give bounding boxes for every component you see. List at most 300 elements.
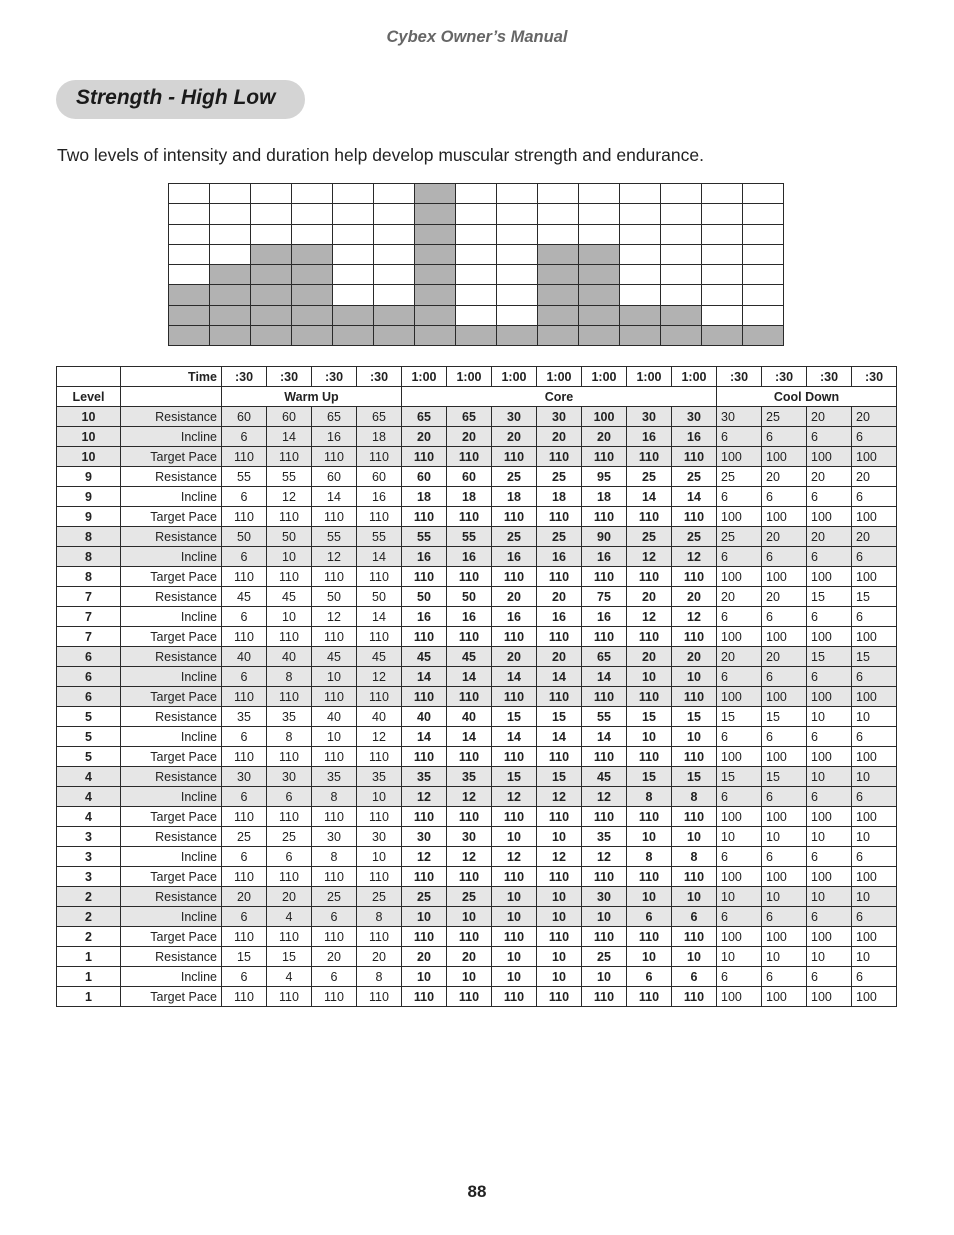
value-cell: 110	[447, 567, 492, 587]
value-cell: 10	[492, 947, 537, 967]
value-cell: 6	[717, 487, 762, 507]
param-cell: Incline	[121, 667, 222, 687]
section-title-pill	[56, 80, 305, 119]
value-cell: 110	[267, 867, 312, 887]
value-cell: 45	[582, 767, 627, 787]
level-cell: 1	[57, 967, 121, 987]
value-cell: 110	[447, 627, 492, 647]
profile-cell	[702, 225, 743, 245]
value-cell: 14	[267, 427, 312, 447]
phase-core: Core	[402, 387, 717, 407]
profile-cell	[210, 285, 251, 305]
value-cell: 10	[402, 967, 447, 987]
profile-cell	[538, 245, 579, 265]
value-cell: 6	[807, 787, 852, 807]
table-row	[57, 847, 897, 867]
value-cell: 110	[537, 567, 582, 587]
table-row	[57, 607, 897, 627]
level-cell: 6	[57, 647, 121, 667]
table-row	[57, 947, 897, 967]
value-cell: 100	[717, 927, 762, 947]
value-cell: 90	[582, 527, 627, 547]
value-cell: 40	[447, 707, 492, 727]
profile-cell	[415, 204, 456, 224]
value-cell: 6	[762, 907, 807, 927]
profile-cell	[579, 225, 620, 245]
value-cell: 14	[357, 607, 402, 627]
value-cell: 40	[267, 647, 312, 667]
level-cell: 6	[57, 687, 121, 707]
value-cell: 45	[222, 587, 267, 607]
profile-cell	[743, 245, 784, 265]
value-cell: 100	[717, 987, 762, 1007]
value-cell: 110	[627, 927, 672, 947]
value-cell: 110	[402, 507, 447, 527]
value-cell: 12	[492, 787, 537, 807]
value-cell: 16	[537, 547, 582, 567]
value-cell: 6	[717, 727, 762, 747]
value-cell: 18	[537, 487, 582, 507]
table-row	[57, 467, 897, 487]
value-cell: 35	[222, 707, 267, 727]
value-cell: 100	[852, 507, 897, 527]
value-cell: 110	[267, 567, 312, 587]
value-cell: 6	[222, 487, 267, 507]
value-cell: 110	[582, 747, 627, 767]
value-cell: 110	[222, 927, 267, 947]
profile-cell	[415, 245, 456, 265]
value-cell: 35	[447, 767, 492, 787]
value-cell: 25	[312, 887, 357, 907]
phase-cool-down: Cool Down	[717, 387, 897, 407]
profile-cell	[333, 306, 374, 326]
profile-cell	[620, 285, 661, 305]
value-cell: 110	[357, 447, 402, 467]
level-cell: 7	[57, 587, 121, 607]
value-cell: 60	[267, 407, 312, 427]
level-cell: 8	[57, 527, 121, 547]
value-cell: 110	[402, 447, 447, 467]
table-row	[57, 527, 897, 547]
table-row	[57, 907, 897, 927]
value-cell: 110	[312, 747, 357, 767]
profile-cell	[661, 225, 702, 245]
value-cell: 10	[537, 947, 582, 967]
value-cell: 12	[402, 847, 447, 867]
value-cell: 6	[852, 667, 897, 687]
value-cell: 110	[447, 927, 492, 947]
level-cell: 10	[57, 447, 121, 467]
value-cell: 8	[672, 787, 717, 807]
value-cell: 35	[582, 827, 627, 847]
value-cell: 10	[537, 827, 582, 847]
value-cell: 100	[852, 687, 897, 707]
value-cell: 15	[762, 767, 807, 787]
value-cell: 100	[762, 747, 807, 767]
value-cell: 10	[582, 967, 627, 987]
table-row	[57, 967, 897, 987]
value-cell: 6	[222, 427, 267, 447]
level-cell: 5	[57, 747, 121, 767]
profile-cell	[251, 326, 292, 346]
profile-cell	[702, 285, 743, 305]
value-cell: 110	[537, 807, 582, 827]
value-cell: 100	[807, 867, 852, 887]
value-cell: 8	[627, 847, 672, 867]
value-cell: 110	[267, 507, 312, 527]
value-cell: 6	[807, 847, 852, 867]
time-cell: :30	[357, 367, 402, 387]
value-cell: 110	[672, 447, 717, 467]
value-cell: 110	[312, 687, 357, 707]
value-cell: 16	[537, 607, 582, 627]
value-cell: 14	[357, 547, 402, 567]
param-cell: Target Pace	[121, 987, 222, 1007]
value-cell: 12	[537, 787, 582, 807]
profile-cell	[374, 285, 415, 305]
profile-cell	[292, 204, 333, 224]
param-cell: Target Pace	[121, 567, 222, 587]
value-cell: 110	[267, 987, 312, 1007]
value-cell: 100	[717, 507, 762, 527]
profile-cell	[415, 184, 456, 204]
value-cell: 15	[267, 947, 312, 967]
value-cell: 6	[717, 967, 762, 987]
profile-cell	[538, 265, 579, 285]
value-cell: 65	[357, 407, 402, 427]
value-cell: 110	[357, 987, 402, 1007]
value-cell: 6	[717, 667, 762, 687]
value-cell: 110	[312, 567, 357, 587]
value-cell: 110	[537, 447, 582, 467]
intensity-profile-grid	[168, 183, 784, 346]
manual-header: Cybex Owner’s Manual	[386, 28, 568, 46]
value-cell: 100	[762, 567, 807, 587]
value-cell: 12	[537, 847, 582, 867]
profile-cell	[538, 285, 579, 305]
value-cell: 8	[357, 907, 402, 927]
profile-cell	[497, 265, 538, 285]
level-cell: 8	[57, 547, 121, 567]
value-cell: 6	[672, 967, 717, 987]
value-cell: 10	[267, 607, 312, 627]
value-cell: 110	[492, 987, 537, 1007]
value-cell: 55	[582, 707, 627, 727]
value-cell: 20	[852, 467, 897, 487]
profile-cell	[374, 265, 415, 285]
value-cell: 110	[222, 747, 267, 767]
table-row	[57, 767, 897, 787]
value-cell: 6	[312, 967, 357, 987]
value-cell: 110	[627, 987, 672, 1007]
profile-cell	[497, 245, 538, 265]
value-cell: 50	[222, 527, 267, 547]
value-cell: 6	[762, 487, 807, 507]
value-cell: 110	[402, 687, 447, 707]
value-cell: 6	[222, 727, 267, 747]
value-cell: 10	[627, 667, 672, 687]
value-cell: 6	[807, 607, 852, 627]
profile-cell	[620, 306, 661, 326]
value-cell: 110	[672, 807, 717, 827]
profile-cell	[497, 326, 538, 346]
phase-header-row	[57, 387, 897, 407]
profile-cell	[169, 265, 210, 285]
value-cell: 10	[852, 887, 897, 907]
value-cell: 15	[852, 647, 897, 667]
profile-cell	[292, 184, 333, 204]
value-cell: 10	[447, 967, 492, 987]
level-cell: 9	[57, 467, 121, 487]
value-cell: 45	[312, 647, 357, 667]
value-cell: 110	[357, 627, 402, 647]
intro-text: Two levels of intensity and duration help develop muscular strength and endurance.	[57, 145, 704, 165]
value-cell: 60	[222, 407, 267, 427]
value-cell: 25	[447, 887, 492, 907]
table-row	[57, 487, 897, 507]
value-cell: 110	[672, 567, 717, 587]
level-cell: 10	[57, 427, 121, 447]
value-cell: 6	[717, 847, 762, 867]
value-cell: 110	[582, 627, 627, 647]
value-cell: 30	[492, 407, 537, 427]
value-cell: 10	[807, 767, 852, 787]
value-cell: 6	[717, 907, 762, 927]
value-cell: 12	[582, 847, 627, 867]
value-cell: 20	[807, 527, 852, 547]
param-cell: Target Pace	[121, 687, 222, 707]
value-cell: 100	[762, 687, 807, 707]
table-row	[57, 827, 897, 847]
value-cell: 25	[537, 527, 582, 547]
value-cell: 40	[222, 647, 267, 667]
profile-cell	[169, 225, 210, 245]
value-cell: 110	[267, 687, 312, 707]
value-cell: 20	[717, 587, 762, 607]
value-cell: 6	[717, 787, 762, 807]
value-cell: 30	[537, 407, 582, 427]
value-cell: 6	[807, 727, 852, 747]
value-cell: 6	[222, 967, 267, 987]
profile-cell	[702, 184, 743, 204]
value-cell: 25	[402, 887, 447, 907]
value-cell: 25	[357, 887, 402, 907]
value-cell: 16	[402, 607, 447, 627]
value-cell: 6	[852, 787, 897, 807]
value-cell: 100	[852, 627, 897, 647]
profile-cell	[374, 225, 415, 245]
profile-cell	[743, 306, 784, 326]
value-cell: 100	[582, 407, 627, 427]
profile-cell	[415, 225, 456, 245]
value-cell: 25	[762, 407, 807, 427]
value-cell: 110	[582, 807, 627, 827]
value-cell: 16	[672, 427, 717, 447]
value-cell: 110	[492, 507, 537, 527]
profile-cell	[497, 204, 538, 224]
level-cell: 3	[57, 847, 121, 867]
level-cell: 9	[57, 487, 121, 507]
profile-cell	[374, 306, 415, 326]
level-cell: 3	[57, 867, 121, 887]
value-cell: 100	[852, 567, 897, 587]
value-cell: 4	[267, 967, 312, 987]
value-cell: 110	[447, 447, 492, 467]
value-cell: 6	[762, 547, 807, 567]
value-cell: 6	[762, 847, 807, 867]
profile-cell	[292, 265, 333, 285]
value-cell: 4	[267, 907, 312, 927]
value-cell: 65	[402, 407, 447, 427]
value-cell: 20	[492, 587, 537, 607]
value-cell: 110	[447, 807, 492, 827]
profile-cell	[579, 245, 620, 265]
param-cell: Target Pace	[121, 747, 222, 767]
value-cell: 20	[762, 467, 807, 487]
profile-cell	[210, 326, 251, 346]
param-header-cell	[121, 387, 222, 407]
value-cell: 14	[402, 667, 447, 687]
value-cell: 55	[312, 527, 357, 547]
profile-cell	[374, 326, 415, 346]
time-cell: 1:00	[537, 367, 582, 387]
value-cell: 25	[582, 947, 627, 967]
value-cell: 25	[627, 467, 672, 487]
table-row	[57, 687, 897, 707]
value-cell: 110	[402, 567, 447, 587]
value-cell: 12	[357, 667, 402, 687]
value-cell: 25	[717, 467, 762, 487]
value-cell: 25	[537, 467, 582, 487]
value-cell: 10	[312, 667, 357, 687]
value-cell: 18	[447, 487, 492, 507]
profile-cell	[169, 285, 210, 305]
value-cell: 10	[312, 727, 357, 747]
param-cell: Incline	[121, 547, 222, 567]
value-cell: 100	[852, 447, 897, 467]
value-cell: 12	[447, 787, 492, 807]
value-cell: 10	[357, 847, 402, 867]
param-cell: Target Pace	[121, 627, 222, 647]
value-cell: 110	[672, 507, 717, 527]
value-cell: 10	[582, 907, 627, 927]
param-cell: Resistance	[121, 647, 222, 667]
profile-cell	[661, 245, 702, 265]
value-cell: 25	[627, 527, 672, 547]
program-table	[56, 366, 897, 1007]
value-cell: 100	[717, 567, 762, 587]
value-cell: 6	[717, 547, 762, 567]
value-cell: 95	[582, 467, 627, 487]
value-cell: 16	[582, 607, 627, 627]
profile-cell	[743, 184, 784, 204]
value-cell: 110	[492, 747, 537, 767]
profile-cell	[251, 225, 292, 245]
profile-cell	[333, 204, 374, 224]
value-cell: 18	[402, 487, 447, 507]
value-cell: 100	[717, 747, 762, 767]
profile-cell	[538, 184, 579, 204]
value-cell: 100	[807, 627, 852, 647]
value-cell: 110	[492, 687, 537, 707]
time-cell: :30	[852, 367, 897, 387]
param-cell: Incline	[121, 847, 222, 867]
value-cell: 110	[222, 567, 267, 587]
value-cell: 75	[582, 587, 627, 607]
value-cell: 6	[807, 667, 852, 687]
value-cell: 30	[447, 827, 492, 847]
time-cell: 1:00	[492, 367, 537, 387]
value-cell: 18	[492, 487, 537, 507]
value-cell: 110	[447, 747, 492, 767]
value-cell: 20	[762, 587, 807, 607]
value-cell: 100	[807, 987, 852, 1007]
value-cell: 110	[267, 807, 312, 827]
value-cell: 10	[717, 887, 762, 907]
value-cell: 6	[852, 847, 897, 867]
value-cell: 65	[582, 647, 627, 667]
profile-cell	[374, 245, 415, 265]
table-row	[57, 927, 897, 947]
profile-cell	[620, 225, 661, 245]
value-cell: 20	[537, 647, 582, 667]
time-cell: :30	[717, 367, 762, 387]
value-cell: 6	[267, 847, 312, 867]
level-cell: 2	[57, 907, 121, 927]
level-cell: 7	[57, 627, 121, 647]
value-cell: 8	[312, 787, 357, 807]
value-cell: 20	[492, 647, 537, 667]
profile-cell	[661, 326, 702, 346]
value-cell: 20	[762, 527, 807, 547]
value-cell: 110	[267, 927, 312, 947]
param-cell: Resistance	[121, 827, 222, 847]
value-cell: 110	[357, 687, 402, 707]
table-row	[57, 807, 897, 827]
value-cell: 16	[627, 427, 672, 447]
level-cell: 10	[57, 407, 121, 427]
value-cell: 110	[582, 927, 627, 947]
value-cell: 100	[807, 567, 852, 587]
profile-cell	[415, 306, 456, 326]
value-cell: 110	[537, 867, 582, 887]
value-cell: 50	[312, 587, 357, 607]
value-cell: 10	[807, 707, 852, 727]
value-cell: 100	[852, 987, 897, 1007]
value-cell: 10	[672, 947, 717, 967]
value-cell: 110	[672, 987, 717, 1007]
value-cell: 60	[402, 467, 447, 487]
value-cell: 25	[222, 827, 267, 847]
profile-cell	[743, 285, 784, 305]
value-cell: 110	[222, 627, 267, 647]
value-cell: 20	[447, 947, 492, 967]
profile-cell	[251, 204, 292, 224]
table-row	[57, 887, 897, 907]
time-cell: 1:00	[402, 367, 447, 387]
profile-cell	[415, 326, 456, 346]
value-cell: 35	[357, 767, 402, 787]
profile-cell	[210, 245, 251, 265]
value-cell: 100	[852, 927, 897, 947]
value-cell: 45	[267, 587, 312, 607]
profile-cell	[210, 265, 251, 285]
value-cell: 15	[852, 587, 897, 607]
value-cell: 10	[357, 787, 402, 807]
value-cell: 8	[267, 667, 312, 687]
value-cell: 14	[672, 487, 717, 507]
value-cell: 110	[537, 747, 582, 767]
